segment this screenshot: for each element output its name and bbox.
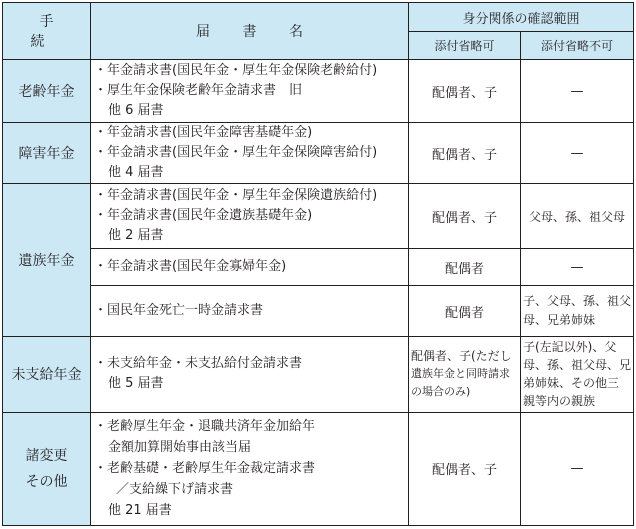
table-row xyxy=(3,60,634,123)
table-row xyxy=(3,286,634,336)
docs-survivor-b: ・年金請求書(国民年金寡婦年金) xyxy=(91,249,409,286)
header-documents: 届 書 名 xyxy=(91,3,409,60)
category-unpaid: 未支給年金 xyxy=(3,336,91,412)
table-row xyxy=(3,336,634,412)
table-row xyxy=(3,123,634,184)
table-row xyxy=(3,412,634,525)
omit-ng-survivor-c: 子、父母、孫、祖父 母、兄弟姉妹 xyxy=(521,286,634,336)
header-omit-ng: 添付省略不可 xyxy=(521,32,634,60)
docs-changes: ・老齢厚生年金・退職共済年金加給年 金額加算開始事由該当届 ・老齢基礎・老齢厚生年金裁定請求書 ／支給繰下げ請求書 他 21 届書 xyxy=(91,412,409,525)
omit-ok-survivor-a: 配偶者、子 xyxy=(409,184,521,249)
relationship-confirmation-table xyxy=(2,2,634,526)
docs-survivor-a: ・年金請求書(国民年金・厚生年金保険遺族給付) ・年金請求書(国民年金遺族基礎年金) 他 2 届書 xyxy=(91,184,409,249)
table-row xyxy=(3,184,634,249)
docs-old-age: ・年金請求書(国民年金・厚生年金保険老齢給付) ・厚生年金保険老齢年金請求書 旧 他 6 届書 xyxy=(91,60,409,123)
omit-ng-disability: — xyxy=(521,123,634,184)
header-relation-scope: 身分関係の確認範囲 xyxy=(409,3,634,32)
omit-ok-old-age: 配偶者、子 xyxy=(409,60,521,123)
header-procedure: 手 続 xyxy=(3,3,91,60)
category-disability: 障害年金 xyxy=(3,123,91,184)
header-omit-ok: 添付省略可 xyxy=(409,32,521,60)
omit-ok-survivor-c: 配偶者 xyxy=(409,286,521,336)
category-old-age: 老齢年金 xyxy=(3,60,91,123)
omit-ng-changes: — xyxy=(521,412,634,525)
omit-ok-survivor-b: 配偶者 xyxy=(409,249,521,286)
omit-ng-survivor-b: — xyxy=(521,249,634,286)
omit-ok-unpaid: 配偶者、子(ただし 遺族年金と同時請求 の場合のみ) xyxy=(409,336,521,412)
omit-ng-unpaid: 子(左記以外)、父 母、孫、祖父母、兄 弟姉妹、その他三 親等内の親族 xyxy=(521,336,634,412)
omit-ok-disability: 配偶者、子 xyxy=(409,123,521,184)
docs-unpaid: ・未支給年金・未支払給付金請求書 他 5 届書 xyxy=(91,336,409,412)
docs-disability: ・年金請求書(国民年金障害基礎年金) ・年金請求書(国民年金・厚生年金保険障害給付) 他 4 届書 xyxy=(91,123,409,184)
table-row xyxy=(3,249,634,286)
category-survivor: 遺族年金 xyxy=(3,184,91,336)
docs-survivor-c: ・国民年金死亡一時金請求書 xyxy=(91,286,409,336)
omit-ng-old-age: — xyxy=(521,60,634,123)
category-changes: 諸変更 その他 xyxy=(3,412,91,525)
omit-ng-survivor-a: 父母、孫、祖父母 xyxy=(521,184,634,249)
omit-ok-changes: 配偶者、子 xyxy=(409,412,521,525)
